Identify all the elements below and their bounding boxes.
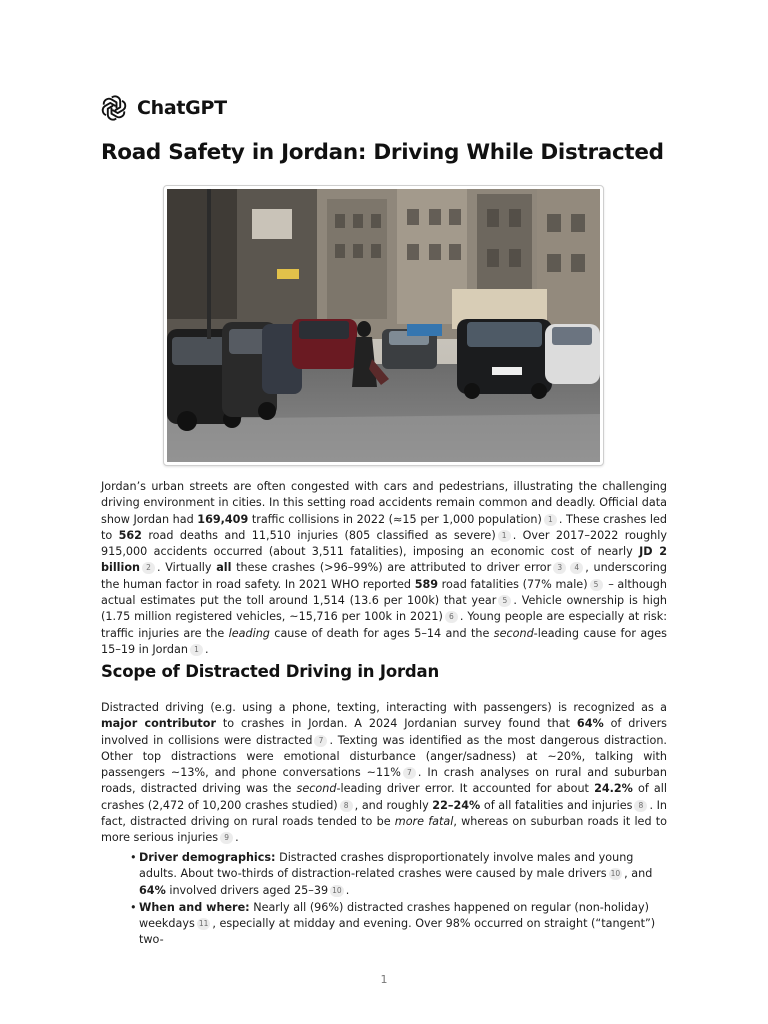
street-photo-illustration: [167, 189, 600, 462]
citation-badge[interactable]: 7: [403, 767, 416, 779]
citation-badge[interactable]: 5: [498, 595, 511, 607]
citation-badge[interactable]: 8: [340, 800, 353, 812]
citation-badge[interactable]: 1: [190, 644, 203, 656]
citation-badge[interactable]: 8: [634, 800, 647, 812]
scope-paragraph: Distracted driving (e.g. using a phone, texting, interacting with passengers) is recognized as a major contributor to crashes in Jordan. A 2024 Jordanian survey found that 64% of drivers involved in collisions were distracted 7 . Texting was identified as the most dangerous distraction. Other top distractions were emotional disturbance (anger/sadness) at ~20%, talking with passengers ~13%, and phone conversations ~11% 7 . In crash analyses on rural and suburban roads, distracted driving was the second-leading driver error. It accounted for about 24.2% of all crashes (2,472 of 10,200 crashes studied) 8 , and roughly 22–24% of all fatalities and injuries 8 . In fact, distracted driving on rural roads tended to be more fatal, whereas on suburban roads it led to more serious injuries 9 .: [101, 701, 668, 845]
citation-badge[interactable]: 5: [590, 579, 603, 591]
document-title: Road Safety in Jordan: Driving While Distracted: [101, 140, 664, 165]
brand-name: ChatGPT: [137, 97, 227, 119]
citation-badge[interactable]: 10: [610, 869, 621, 879]
citation-badge[interactable]: 7: [314, 735, 327, 747]
citation-badge[interactable]: 3: [553, 562, 566, 574]
openai-logo-icon: [101, 95, 127, 121]
citation-badge[interactable]: 1: [544, 514, 557, 526]
intro-paragraph: Jordan’s urban streets are often congested with cars and pedestrians, illustrating the challenging driving environment in cities. In this setting road accidents remain common and deadly. Official data show Jordan had 169,409 traffic collisions in 2022 (≈15 per 1,000 population) 1 . These crashes led to 562 road deaths and 11,510 injuries (805 classified as severe) 1 . Over 2017–2022 roughly 915,000 accidents occurred (about 3,511 fatalities), imposing an economic cost of nearly JD 2 billion 2 . Virtually all these crashes (>96–99%) are attributed to driver error 3 4 , underscoring the human factor in road safety. In 2021 WHO reported 589 road fatalities (77% male) 5 – although actual estimates put the toll around 1,514 (13.6 per 100k) that year 5 . Vehicle ownership is high (1.75 million registered vehicles, ~15,716 per 100k in 2021) 6 . Young people are especially at risk: traffic injuries are the leading cause of death for ages 5–14 and the second-leading cause for ages 15–19 in Jordan 1 .: [101, 480, 668, 656]
citation-badge[interactable]: 1: [498, 530, 511, 542]
street-photo: [163, 185, 604, 466]
chatgpt-brand: [101, 94, 227, 122]
page-number: 1: [380, 973, 388, 986]
findings-list: [130, 850, 666, 950]
citation-badge[interactable]: 9: [220, 832, 233, 844]
section-heading: Scope of Distracted Driving in Jordan: [101, 662, 440, 681]
citation-badge[interactable]: 10: [332, 885, 342, 895]
list-item: • Driver demographics: Distracted crashes disproportionately involve males and young adults. About two-thirds of distraction-related crashes were caused by male drivers 10 , and 64% involved drivers aged 25–39 10 .: [130, 850, 666, 899]
citation-badge[interactable]: 2: [142, 562, 155, 574]
citation-badge[interactable]: 11: [198, 919, 209, 929]
citation-badge[interactable]: 4: [570, 562, 583, 574]
list-item: • When and where: Nearly all (96%) distracted crashes happened on regular (non-holiday) weekdays 11 , especially at midday and evening. Over 98% occurred on straight (“tangent”) two-: [130, 900, 666, 949]
citation-badge[interactable]: 6: [445, 611, 458, 623]
